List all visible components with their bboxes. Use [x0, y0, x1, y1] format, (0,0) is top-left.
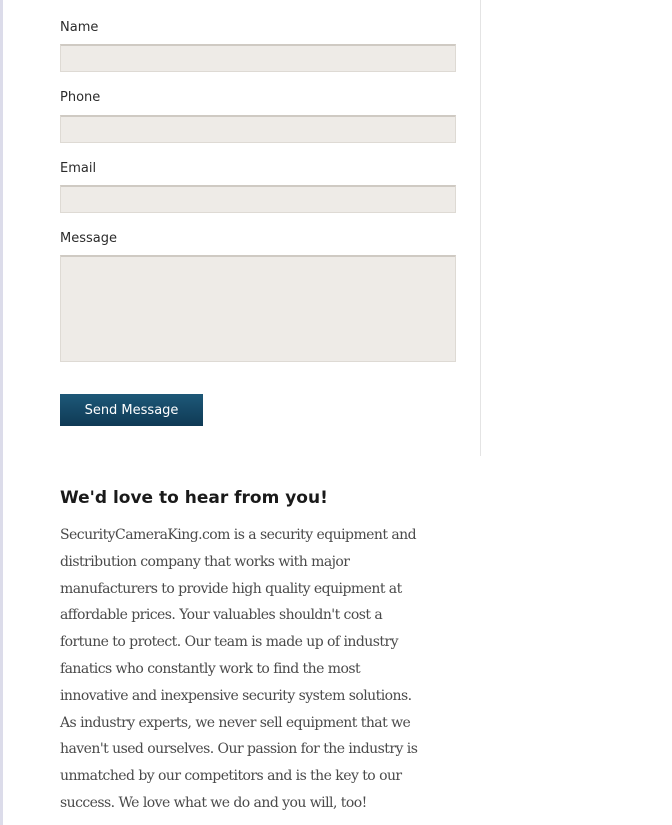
about-line: affordable prices. Your valuables shouldn't cost a: [60, 607, 383, 624]
about-line: As industry experts, we never sell equipment that we: [60, 714, 411, 731]
phone-input[interactable]: [60, 115, 456, 143]
about-paragraph: [60, 522, 480, 817]
phone-label: Phone: [60, 90, 101, 105]
send-message-button[interactable]: Send Message: [60, 394, 203, 426]
about-line: haven't used ourselves. Our passion for the industry is: [60, 741, 418, 758]
page-left-border: [0, 0, 3, 825]
message-label: Message: [60, 231, 117, 246]
about-line: innovative and inexpensive security system solutions.: [60, 687, 412, 704]
about-line: manufacturers to provide high quality equipment at: [60, 580, 402, 597]
about-line: success. We love what we do and you will, too!: [60, 794, 367, 811]
name-input[interactable]: [60, 44, 456, 72]
about-line: fanatics who constantly work to find the most: [60, 660, 361, 677]
name-label: Name: [60, 20, 99, 35]
about-line: unmatched by our competitors and is the key to our: [60, 768, 402, 785]
message-textarea[interactable]: [60, 255, 456, 362]
email-input[interactable]: [60, 185, 456, 213]
about-line: fortune to protect. Our team is made up of industry: [60, 634, 398, 651]
about-line: SecurityCameraKing.com is a security equipment and: [60, 527, 417, 543]
column-divider: [480, 0, 481, 456]
email-label: Email: [60, 161, 97, 176]
about-heading: We'd love to hear from you!: [60, 488, 328, 508]
about-line: distribution company that works with major: [60, 553, 350, 570]
